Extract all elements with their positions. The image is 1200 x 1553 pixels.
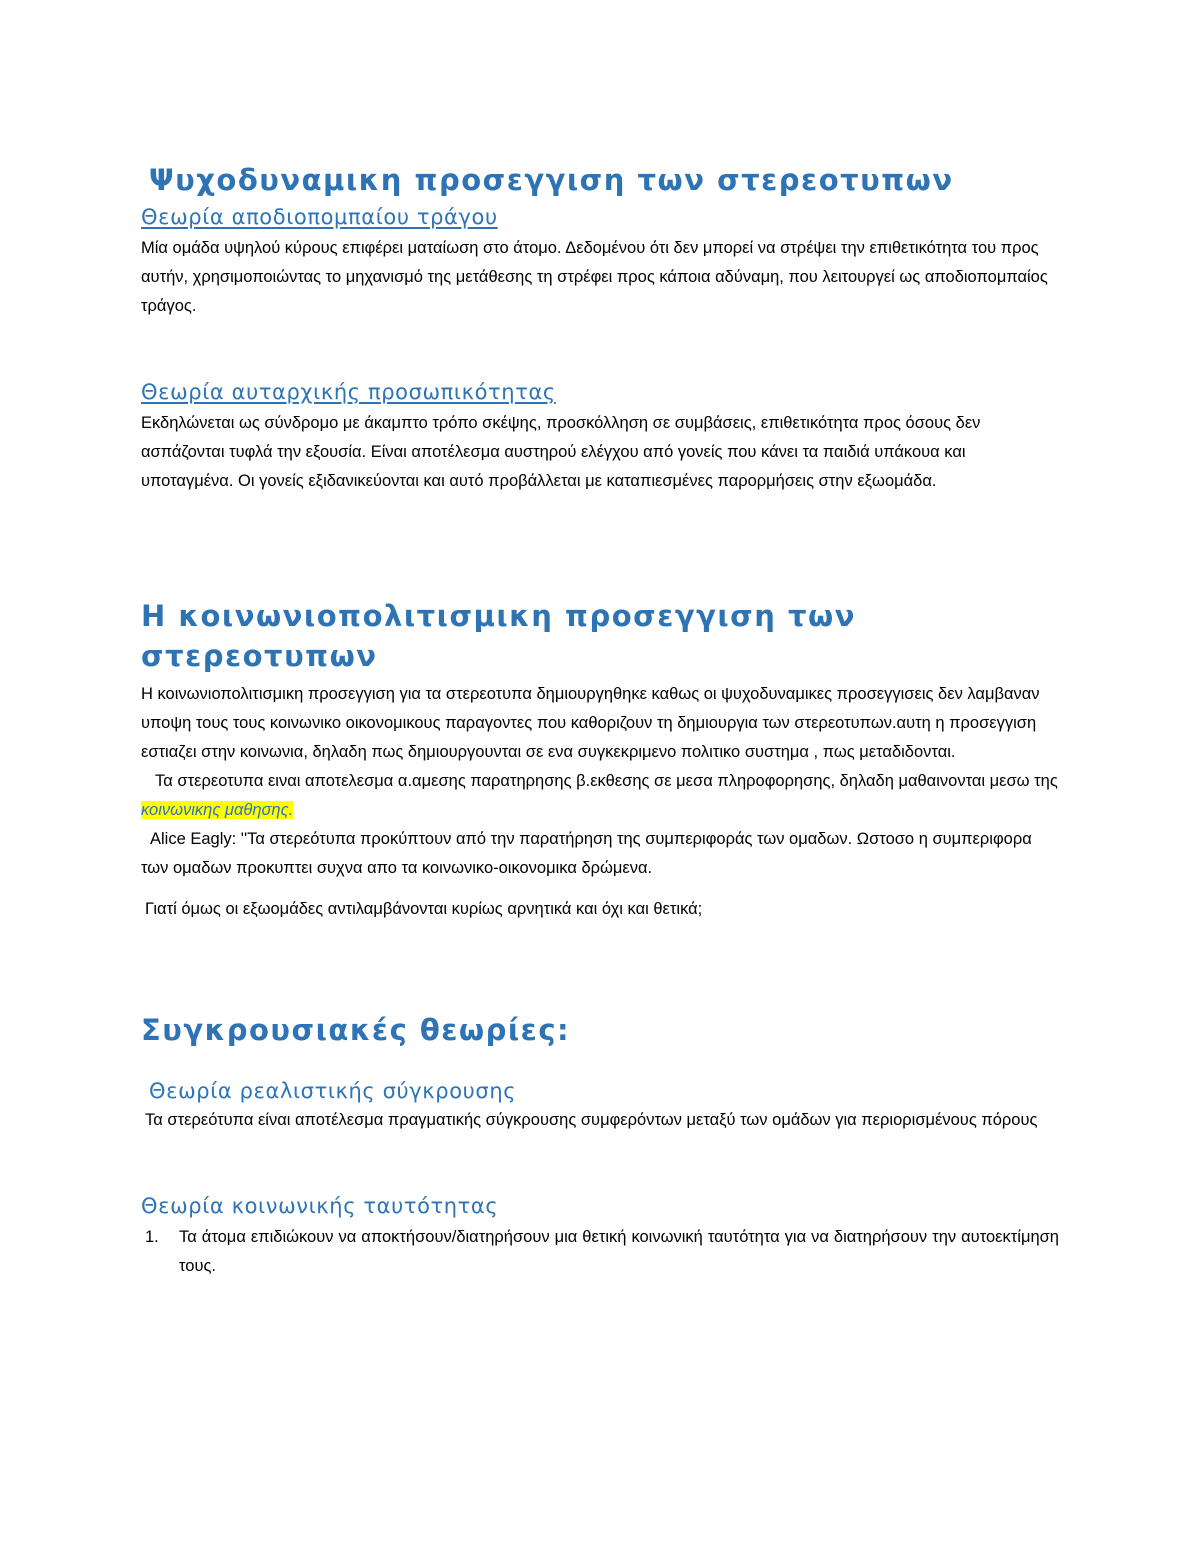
conflict-theories-title: Συγκρουσιακές θεωρίες: <box>141 1013 571 1047</box>
sociocultural-title-line1: Η κοινωνιοπολιτισμικη προσεγγιση των <box>141 599 856 633</box>
sociocultural-paragraph-2-text: Τα στερεοτυπα ειναι αποτελεσμα α.αμεσης παρατηρησης β.εκθεσης σε μεσα πληροφορησης, δηλαδη μαθαινονται μεσω της <box>155 772 1058 790</box>
sociocultural-paragraph-1: Η κοινωνιοπολιτισμικη προσεγγιση για τα στερεοτυπα δημιουργηθηκε καθως οι ψυχοδυναμικες προσεγγισεις δεν λαμβαναν υποψη τους τους κοινωνικο οικονομικους παραγοντες που καθοριζουν τη δημιουργια των στερεοτυπων.αυτη η προσεγγιση εστιαζει στην κοινωνια, δηλαδη πως δημιουργουνται σε ενα συγκεκριμενο πολιτικο συστημα , πως μεταδιδονται. <box>141 685 1040 761</box>
sociocultural-title-line2: στερεοτυπων <box>141 639 378 673</box>
authoritarian-paragraph: Εκδηλώνεται ως σύνδρομο με άκαμπτο τρόπο σκέψης, προσκόλληση σε συμβάσεις, επιθετικότητα προς όσους δεν ασπάζονται τυφλά την εξουσία. Είναι αποτέλεσμα αυστηρού ελέγχου από γονείς που κάνει τα παιδιά υπάκουα και υποταγμένα. Οι γονείς εξιδανικεύονται και αυτό προβάλλεται με καταπιεσμένες παρορμήσεις στην εξωομάδα. <box>141 414 981 490</box>
social-identity-list <box>141 1223 1059 1281</box>
sociocultural-paragraph-2 <box>141 767 1059 825</box>
psychodynamic-title: Ψυχοδυναμικη προσεγγιση των στερεοτυπων <box>149 163 954 197</box>
document-content <box>141 160 1059 1281</box>
list-item <box>141 1223 1059 1281</box>
eagly-quote-paragraph: Alice Eagly: ''Τα στερεότυπα προκύπτουν από την παρατήρηση της συμπεριφοράς των ομαδων. Ωστοσο η συμπεριφορα των ομαδων προκυπτει συχνα απο τα κοινωνικο-οικονομικα δρώμενα. <box>141 830 1032 877</box>
realistic-conflict-heading: Θεωρία ρεαλιστικής σύγκρουσης <box>149 1079 517 1103</box>
social-identity-heading: Θεωρία κοινωνικής ταυτότητας <box>141 1194 499 1218</box>
authoritarian-heading: Θεωρία αυταρχικής προσωπικότητας <box>141 380 556 404</box>
list-item-number: 1. <box>145 1228 159 1246</box>
highlighted-term: κοινωνικης μαθησης. <box>141 801 294 819</box>
realistic-conflict-paragraph: Τα στερεότυπα είναι αποτέλεσμα πραγματικής σύγκρουσης συμφερόντων μεταξύ των ομάδων για περιορισμένους πόρους <box>145 1111 1038 1129</box>
scapegoat-paragraph: Μία ομάδα υψηλού κύρους επιφέρει ματαίωση στο άτομο. Δεδομένου ότι δεν μπορεί να στρέψει την επιθετικότητα του προς αυτήν, χρησιμοποιώντας το μηχανισμό της μετάθεσης τη στρέφει προς κάποια αδύναμη, που λειτουργεί ως αποδιοπομπαίος τράγος. <box>141 239 1048 315</box>
scapegoat-heading: Θεωρία αποδιοπομπαίου τράγου <box>141 205 498 229</box>
question-paragraph: Γιατί όμως οι εξωομάδες αντιλαμβάνονται κυρίως αρνητικά και όχι και θετικά; <box>145 900 703 918</box>
list-item-text: Τα άτομα επιδιώκουν να αποκτήσουν/διατηρήσουν μια θετική κοινωνική ταυτότητα για να διατηρήσουν την αυτοεκτίμηση τους. <box>179 1228 1059 1275</box>
sociocultural-title <box>141 596 1059 676</box>
